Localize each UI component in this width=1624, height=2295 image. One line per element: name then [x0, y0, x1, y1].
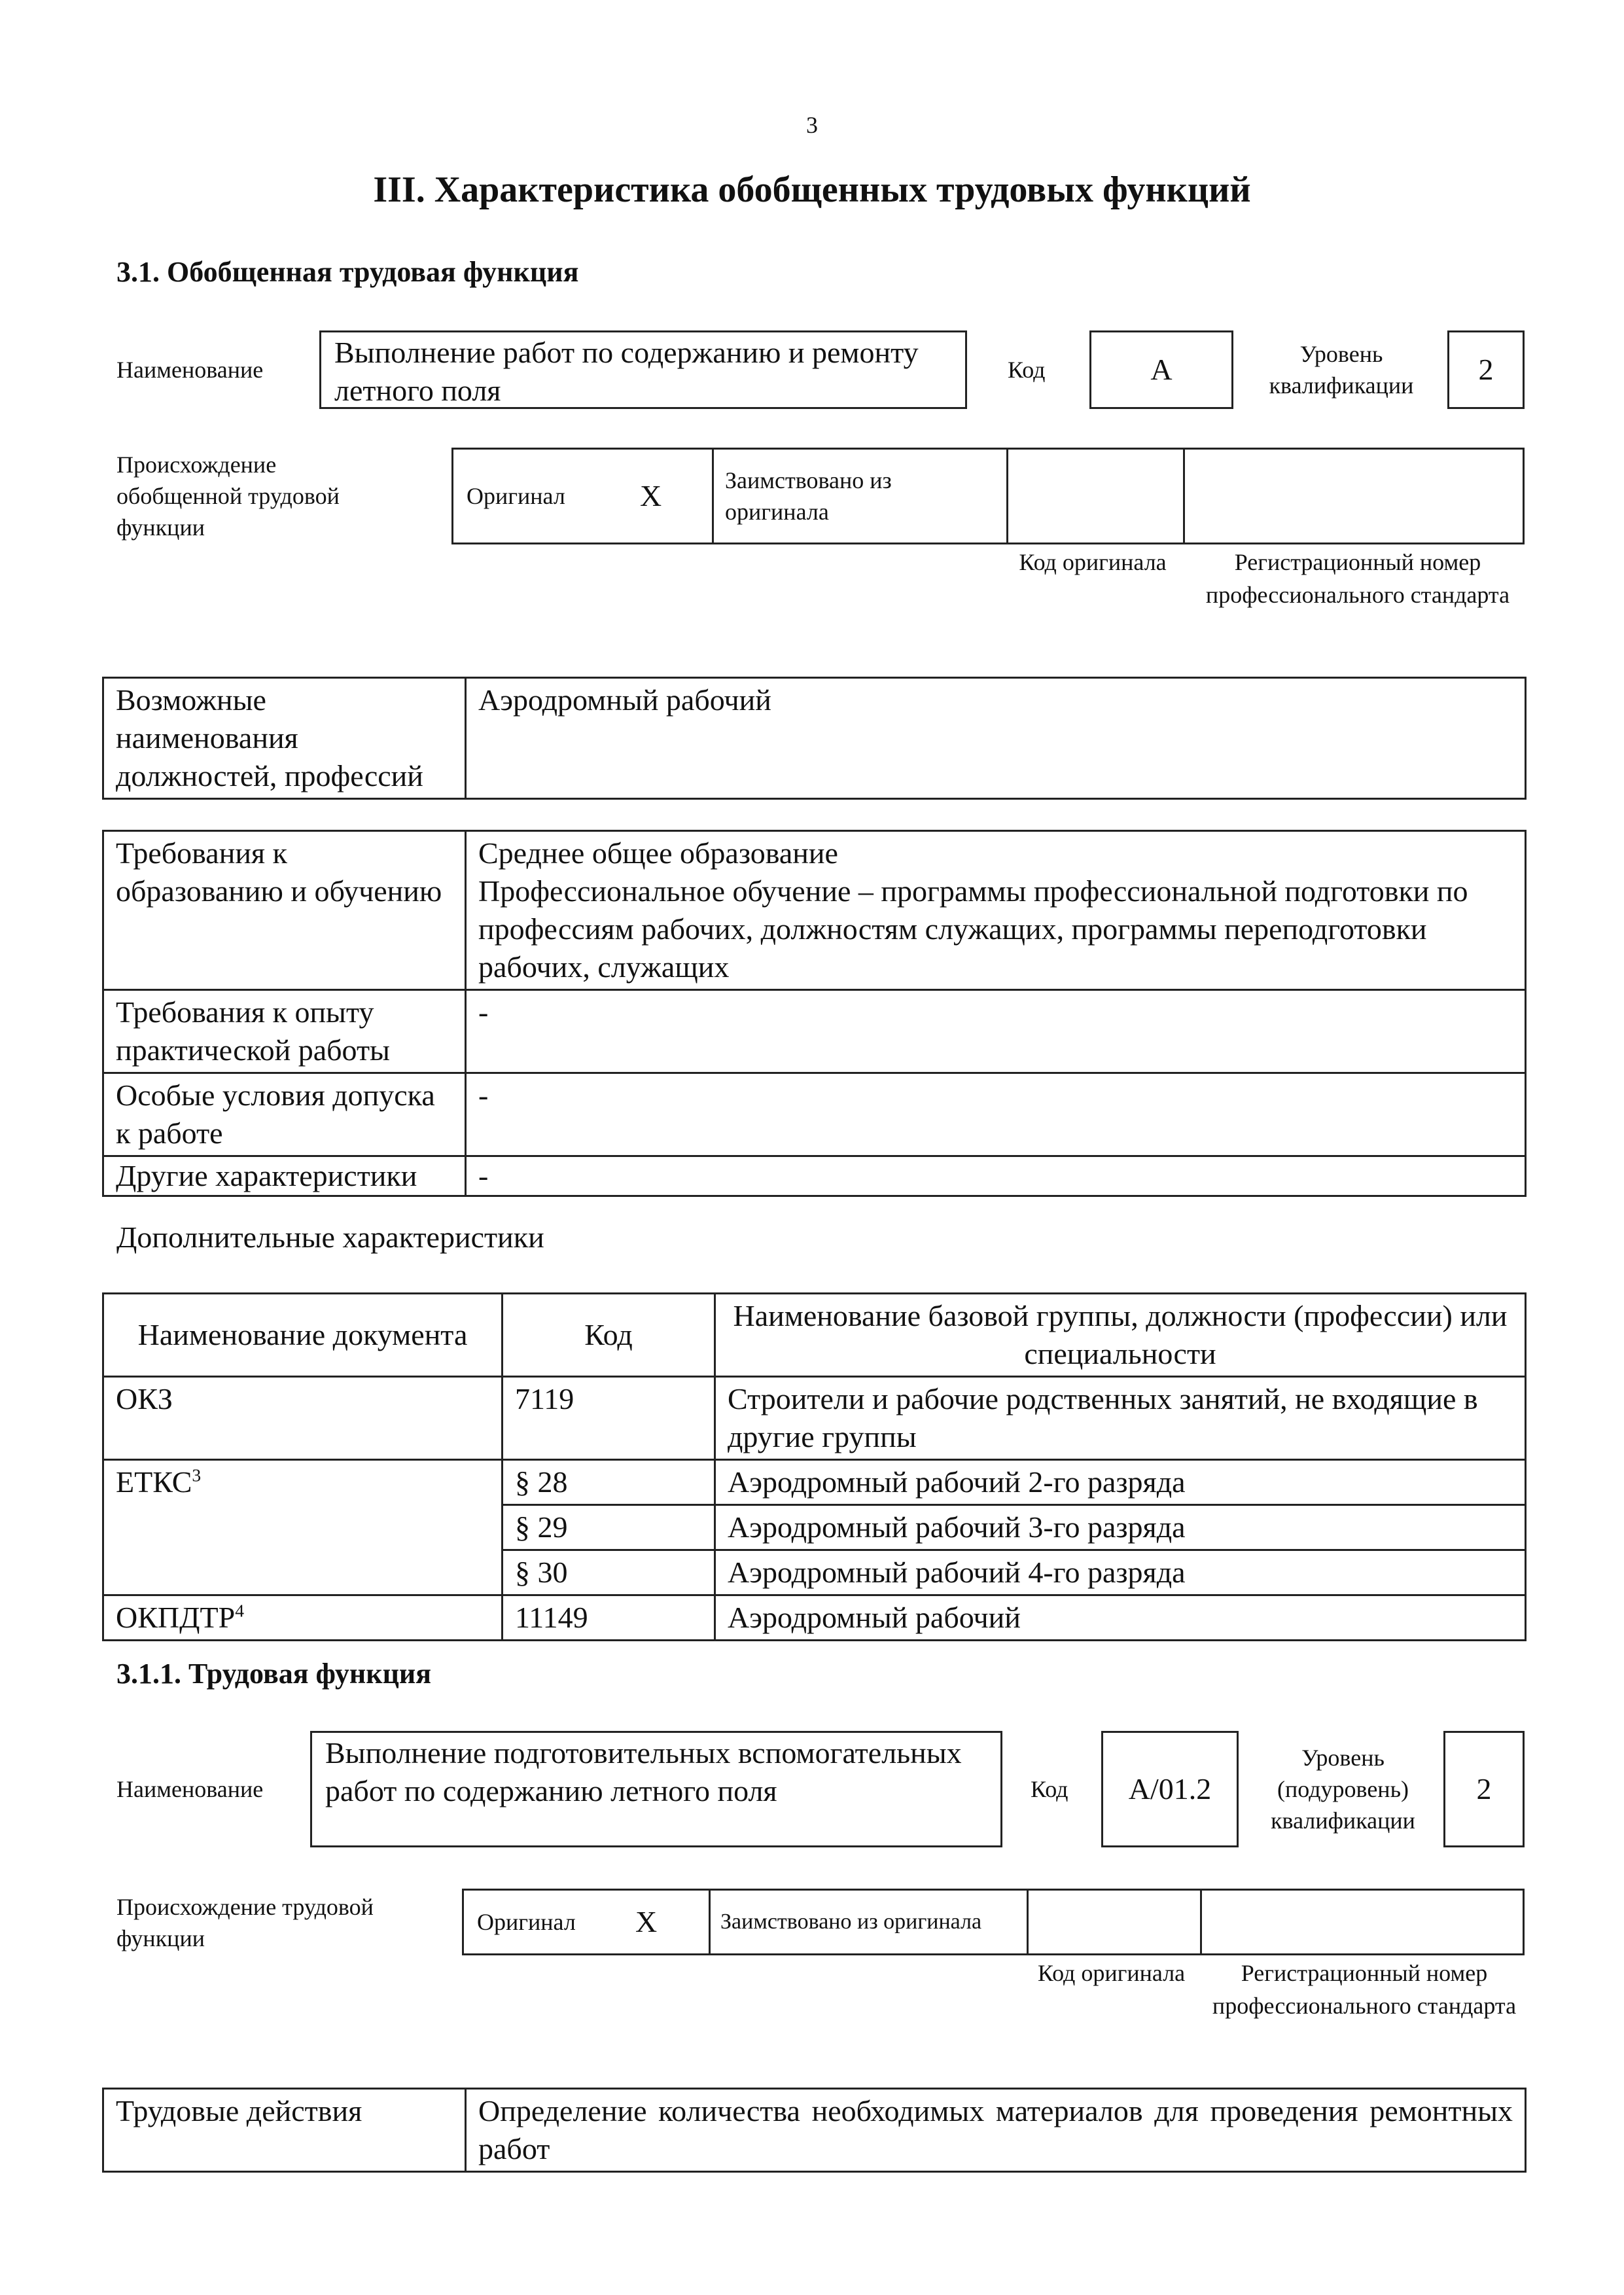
- requirements-table: [102, 830, 1527, 1197]
- gtf-level-label: Уровень квалификации: [1269, 341, 1414, 399]
- name-cell: Аэродромный рабочий: [715, 1595, 1526, 1641]
- tf-origin-table: [462, 1889, 1525, 1955]
- name-cell: Аэродромный рабочий 3-го разряда: [715, 1505, 1526, 1550]
- gtf-code-original-caption: Код оригинала: [1019, 549, 1167, 575]
- requirements-value: Среднее общее образование Профессиональное обучение – программы профессиональной подготовки по профессиям рабочих, должностям служащих, программы переподготовки рабочих, служащих: [466, 831, 1526, 990]
- requirements-value: -: [466, 990, 1526, 1073]
- page-number: 3: [806, 112, 818, 138]
- tf-level-value: 2: [1443, 1731, 1525, 1847]
- gtf-level-value: 2: [1447, 330, 1525, 409]
- doc-name: ЕТКС: [116, 1465, 192, 1499]
- tf-level-label: Уровень (подуровень) квалификации: [1271, 1745, 1415, 1834]
- positions-table: [102, 677, 1527, 800]
- gtf-code-value: A: [1089, 330, 1233, 409]
- tf-original-mark: X: [635, 1905, 658, 1938]
- positions-label: Возможные наименования должностей, профессий: [103, 678, 466, 799]
- labor-actions-value: Определение количества необходимых материалов для проведения ремонтных работ: [466, 2089, 1526, 2172]
- name-cell: Аэродромный рабочий 2-го разряда: [715, 1460, 1526, 1505]
- gtf-reg-number-caption: Регистрационный номер профессионального стандарта: [1205, 549, 1510, 608]
- labor-actions-label: Трудовые действия: [103, 2089, 466, 2172]
- positions-value: Аэродромный рабочий: [466, 678, 1526, 799]
- divider: [709, 1891, 711, 1953]
- gtf-origin-label: Происхождение обобщенной трудовой функции: [116, 452, 340, 541]
- code-cell: § 30: [503, 1550, 715, 1595]
- name-cell: Аэродромный рабочий 4-го разряда: [715, 1550, 1526, 1595]
- divider: [1027, 1891, 1029, 1953]
- requirements-label: Требования к опыту практической работы: [103, 990, 466, 1073]
- gtf-name-value: Выполнение работ по содержанию и ремонту летного поля: [319, 330, 967, 409]
- tf-original-label: Оригинал: [477, 1909, 576, 1935]
- gtf-code-label: Код: [1008, 357, 1046, 383]
- tf-heading: 3.1.1. Трудовая функция: [116, 1658, 432, 1690]
- labor-actions-table: [102, 2088, 1527, 2173]
- code-cell: § 28: [503, 1460, 715, 1505]
- doc-name: ОКПДТР: [116, 1601, 236, 1634]
- tf-borrowed-label: Заимствовано из оригинала: [720, 1910, 982, 1934]
- footnote-ref: 4: [235, 1600, 244, 1621]
- additional-heading: Дополнительные характеристики: [116, 1220, 544, 1254]
- requirements-label: Требования к образованию и обучению: [103, 831, 466, 990]
- doc-cell: ОКЗ: [103, 1377, 503, 1460]
- doc-cell: [103, 1595, 503, 1641]
- gtf-origin-table: [451, 448, 1525, 544]
- code-cell: 11149: [503, 1595, 715, 1641]
- gtf-original-label: Оригинал: [467, 483, 565, 509]
- requirements-label: Другие характеристики: [103, 1156, 466, 1196]
- gtf-original-mark: X: [640, 479, 662, 512]
- divider: [1200, 1891, 1202, 1953]
- requirements-value: -: [466, 1073, 1526, 1156]
- code-cell: § 29: [503, 1505, 715, 1550]
- tf-code-original-caption: Код оригинала: [1037, 1960, 1186, 1986]
- divider: [1006, 450, 1008, 543]
- column-header: Наименование документа: [103, 1294, 503, 1377]
- tf-origin-label: Происхождение трудовой функции: [116, 1894, 374, 1951]
- tf-name-label: Наименование: [116, 1776, 264, 1802]
- tf-name-value: Выполнение подготовительных вспомогательных работ по содержанию летного поля: [310, 1731, 1002, 1847]
- requirements-value: -: [466, 1156, 1526, 1196]
- divider: [712, 450, 714, 543]
- name-cell: Строители и рабочие родственных занятий, не входящие в другие группы: [715, 1377, 1526, 1460]
- gtf-heading: 3.1. Обобщенная трудовая функция: [116, 256, 579, 288]
- tf-reg-number-caption: Регистрационный номер профессионального стандарта: [1212, 1960, 1517, 2019]
- divider: [1183, 450, 1185, 543]
- tf-code-value: A/01.2: [1101, 1731, 1239, 1847]
- code-cell: 7119: [503, 1377, 715, 1460]
- tf-code-label: Код: [1031, 1776, 1068, 1802]
- section-title: III. Характеристика обобщенных трудовых функций: [373, 169, 1251, 210]
- gtf-borrowed-label: Заимствовано из оригинала: [725, 467, 892, 525]
- column-header: Наименование базовой группы, должности (профессии) или специальности: [715, 1294, 1526, 1377]
- doc-cell: [103, 1460, 503, 1595]
- additional-table: [102, 1292, 1527, 1641]
- footnote-ref: 3: [192, 1465, 202, 1486]
- requirements-label: Особые условия допуска к работе: [103, 1073, 466, 1156]
- column-header: Код: [503, 1294, 715, 1377]
- gtf-name-label: Наименование: [116, 357, 264, 383]
